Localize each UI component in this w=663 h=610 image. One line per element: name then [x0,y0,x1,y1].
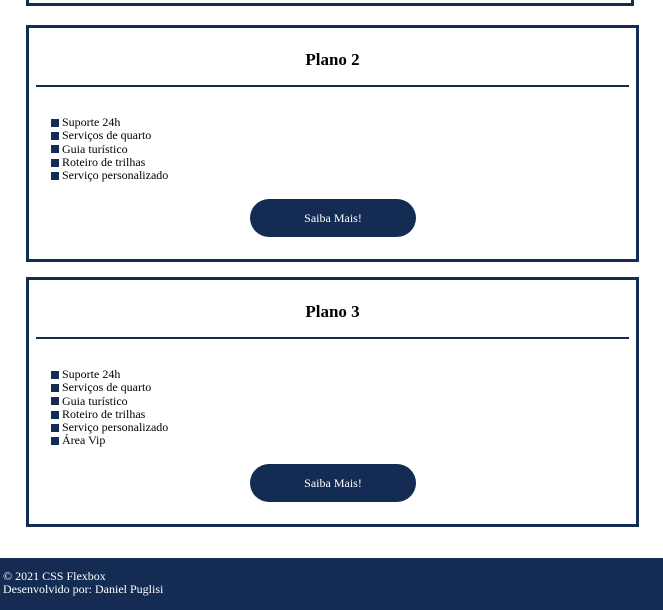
feature-label: Roteiro de trilhas [62,406,146,421]
feature-list [51,116,168,182]
plan-card-2 [26,25,639,262]
feature-label: Serviços de quarto [62,380,152,395]
footer-copyright: © 2021 CSS Flexbox [3,569,106,583]
list-item [51,143,168,156]
list-item [51,395,168,408]
feature-label: Guia turístico [62,393,128,408]
list-item [51,116,168,129]
square-bullet-icon [51,411,59,419]
feature-list [51,368,168,448]
square-bullet-icon [51,119,59,127]
list-item [51,368,168,381]
square-bullet-icon [51,437,59,445]
saiba-mais-button[interactable]: Saiba Mais! [250,464,416,502]
list-item [51,408,168,421]
plan-divider [36,85,629,87]
feature-label: Roteiro de trilhas [62,154,146,169]
square-bullet-icon [51,145,59,153]
list-item [51,169,168,182]
feature-label: Suporte 24h [62,367,121,381]
feature-label: Suporte 24h [62,115,121,129]
list-item [51,381,168,394]
saiba-mais-button[interactable]: Saiba Mais! [250,199,416,237]
square-bullet-icon [51,172,59,180]
plan-card-previous [26,0,634,6]
plan-divider [36,337,629,339]
list-item [51,129,168,142]
feature-label: Guia turístico [62,141,128,156]
feature-label: Área Vip [62,433,106,448]
page-footer [0,558,663,610]
square-bullet-icon [51,384,59,392]
plan-title: Plano 3 [305,302,360,321]
footer-developer: Desenvolvido por: Daniel Puglisi [3,582,164,597]
list-item [51,434,168,447]
plan-title: Plano 2 [305,50,360,69]
feature-label: Serviço personalizado [62,420,169,435]
feature-label: Serviço personalizado [62,168,169,183]
list-item [51,421,168,434]
plan-card-3 [26,277,639,527]
square-bullet-icon [51,132,59,140]
square-bullet-icon [51,397,59,405]
square-bullet-icon [51,371,59,379]
square-bullet-icon [51,159,59,167]
feature-label: Serviços de quarto [62,128,152,143]
square-bullet-icon [51,424,59,432]
list-item [51,156,168,169]
